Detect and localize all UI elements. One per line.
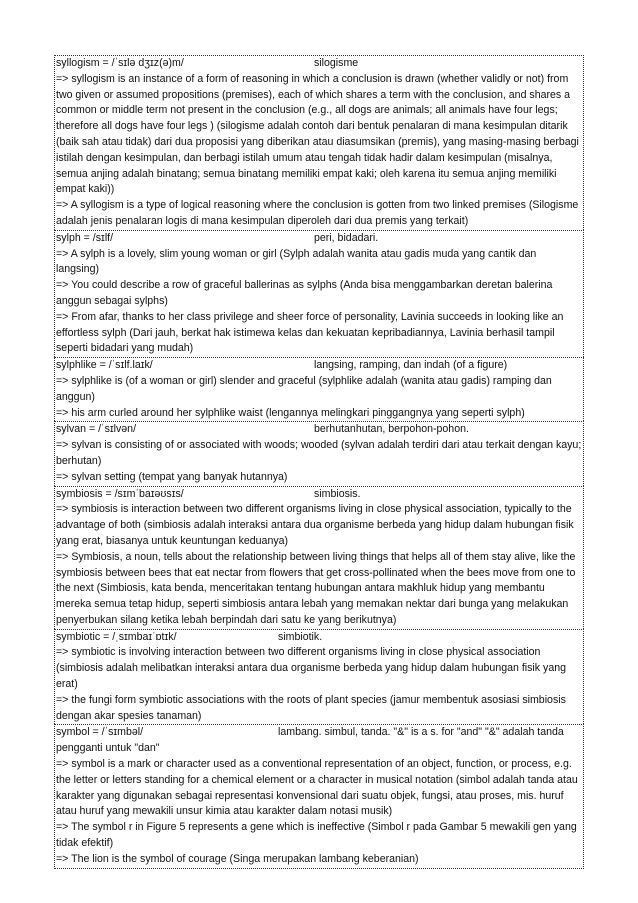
headword: symbol = /ˈsɪmbəl/	[56, 726, 144, 739]
entry-head	[56, 487, 582, 503]
definition-paragraph: => The symbol r in Figure 5 represents a gene which is ineffective (Simbol r pada Gambar 5 mewakili gen yang tidak efektif)	[56, 821, 577, 850]
definition-paragraph: => From afar, thanks to her class privilege and sheer force of personality, Lavinia succeeds in looking like an effortless sylph (Dari jauh, berkat hak istimewa kelas dan kekuatan kepribadiannya, Lavinia berhasil tampil seperti bidadari yang mudah)	[56, 310, 564, 355]
definition-paragraph: => symbiotic is involving interaction between two different organisms living in close physical association (simbiosis adalah melibatkan interaksi antara dua organisme berbeda yang hidup dalam hubungan fisik yang erat)	[56, 646, 566, 691]
headword: symbiotic = /ˌsɪmbaɪˈɒtɪk/	[56, 630, 177, 643]
entry-head	[56, 630, 582, 646]
entry-head	[56, 422, 582, 438]
entry-head	[56, 358, 582, 374]
definition-paragraph: => sylvan setting (tempat yang banyak hutannya)	[56, 470, 288, 483]
translation: lambang. simbul, tanda. "&" is a s. for "and" "&" adalah tanda	[278, 726, 564, 739]
translation: silogisme	[314, 57, 359, 69]
document-body	[54, 55, 584, 869]
entry-head	[56, 725, 582, 741]
definition-paragraph: => You could describe a row of graceful ballerinas as sylphs (Anda bisa menggambarkan deretan balerina anggun sebagai sylphs)	[56, 279, 553, 307]
definition-paragraph: => symbiosis is interaction between two different organisms living in close physical association, typically to the advantage of both (simbiosis adalah interaksi antara dua organisme berbeda yang hidup dalam hubungan fisik yang erat, biasanya untuk keuntungan keduanya)	[56, 503, 574, 547]
entry-sylphlike	[54, 357, 584, 421]
headword: symbiosis = /sɪmˈbaɪəʊsɪs/	[56, 487, 184, 500]
translation: simbiotik.	[278, 630, 323, 643]
definition-paragraph: => the fungi form symbiotic associations with the roots of plant species (jamur membentuk asosiasi simbiosis dengan akar spesies tanaman)	[56, 693, 566, 722]
headword: sylvan = /ˈsɪlvən/	[56, 423, 137, 436]
headword: sylphlike = /ˈsɪlf.laɪk/	[56, 359, 153, 372]
entry-head	[56, 56, 582, 72]
entry-head	[56, 231, 582, 247]
entry-sylvan	[54, 421, 584, 485]
headword: sylph = /sɪlf/	[56, 231, 114, 244]
definition-paragraph: => sylphlike is (of a woman or girl) slender and graceful (sylphlike adalah (wanita atau gadis) ramping dan anggun)	[56, 374, 552, 403]
definition-paragraph: => A syllogism is a type of logical reasoning where the conclusion is gotten from two linked premises (Silogisme adalah jenis penalaran logis di mana kesimpulan diperoleh dari dua premis yang terkait)	[56, 199, 579, 227]
translation: simbiosis.	[314, 487, 361, 500]
definition-paragraph: => Symbiosis, a noun, tells about the relationship between living things that helps all of them stay alive, like the symbiosis between bees that eat nectar from flowers that get cross-pollinated when the bees move from one to the next (Simbiosis, kata benda, menceritakan tentang hubungan antara makhluk hidup yang membantu mereka semua tetap hidup, seperti simbiosis antara lebah yang memakan nektar dari bunga yang melakukan penyerbukan silang ketika lebah berpindah dari satu ke yang berikutnya)	[56, 550, 576, 626]
definition-paragraph: => sylvan is consisting of or associated with woods; wooded (sylvan adalah terdiri dari atau terkait dengan kayu; berhutan)	[56, 439, 582, 467]
entry-symbol	[54, 724, 584, 868]
translation: berhutanhutan, berpohon-pohon.	[314, 423, 469, 436]
headword: syllogism = /ˈsɪlə dʒɪz(ə)m/	[56, 57, 184, 69]
definition-paragraph: => symbol is a mark or character used as a conventional representation of an object, function, or process, e.g. the letter or letters standing for a chemical element or a character in musical notation (simbol adalah tanda atau karakter yang digunakan sebagai representasi konvensional dari suatu objek, fungsi, atau proses, mis. huruf atau huruf yang mewakili unsur kimia atau karakter dalam notasi musik)	[56, 758, 578, 818]
definition-paragraph: => syllogism is an instance of a form of reasoning in which a conclusion is drawn (whether validly or not) from two given or assumed propositions (premises), each of which shares a term with the conclusion, and shares a common or middle term not present in the conclusion (e.g., all dogs are animals; all animals have four legs; therefore all dogs have four legs ) (silogisme adalah contoh dari bentuk penalaran di mana kesimpulan ditarik (baik sah atau tidak) dari dua proposisi yang diberikan atau diasumsikan (premis), yang masing-masing berbagi istilah dengan kesimpulan, dan berbagi istilah umum atau tengah tidak hadir dalam kesimpulan (misalnya, semua anjing adalah binatang; semua binatang memiliki empat kaki; oleh karena itu semua anjing memiliki empat kaki))	[56, 72, 579, 196]
entry-sylph	[54, 230, 584, 357]
translation: peri, bidadari.	[314, 231, 379, 244]
translation: langsing, ramping, dan indah (of a figure)	[314, 359, 508, 372]
entry-symbiotic	[54, 629, 584, 725]
entry-syllogism	[54, 55, 584, 230]
definition-paragraph: => A sylph is a lovely, slim young woman or girl (Sylph adalah wanita atau gadis muda yang cantik dan langsing)	[56, 247, 537, 276]
definition-paragraph: pengganti untuk "dan"	[56, 742, 160, 755]
definition-paragraph: => his arm curled around her sylphlike waist (lengannya melingkari pinggangnya yang seperti sylph)	[56, 406, 525, 419]
entry-symbiosis	[54, 486, 584, 629]
definition-paragraph: => The lion is the symbol of courage (Singa merupakan lambang keberanian)	[56, 852, 419, 865]
